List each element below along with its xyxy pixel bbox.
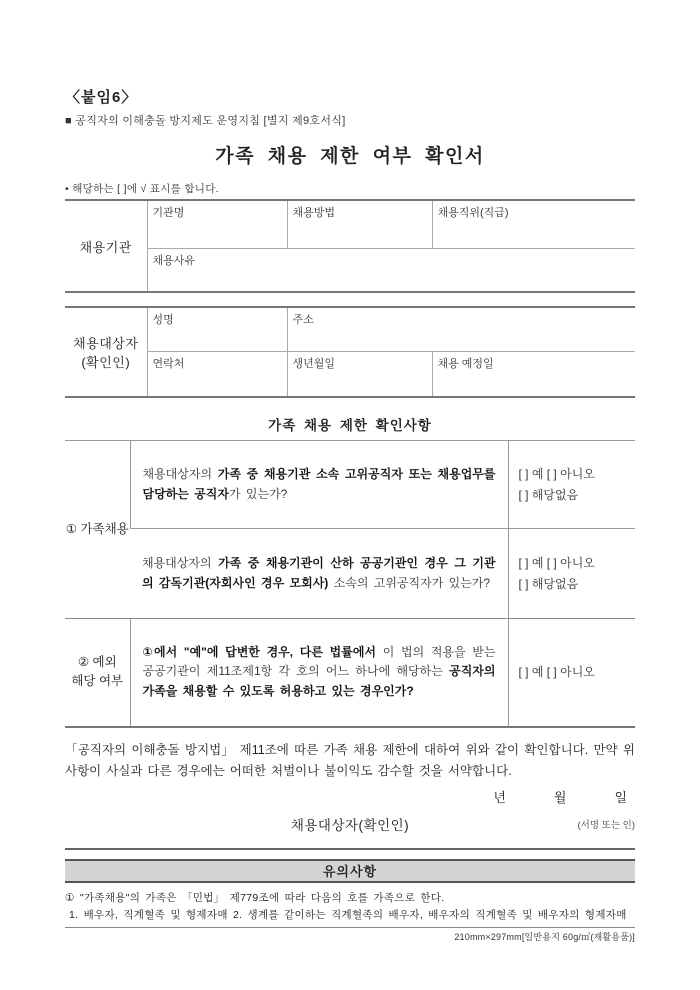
notice-end-rule — [65, 927, 635, 928]
candidate-contact-field[interactable] — [147, 351, 287, 397]
candidate-birth-field[interactable] — [287, 351, 432, 397]
signer-row — [65, 814, 635, 834]
date-year-label[interactable]: 년 — [493, 790, 506, 806]
candidate-address-label: 주소 — [292, 314, 314, 326]
agency-name-label: 기관명 — [152, 207, 185, 219]
candidate-address-field[interactable] — [287, 307, 635, 351]
candidate-row-label-line2: (확인인) — [81, 355, 131, 370]
question-3-answers — [508, 619, 635, 727]
question-3-answer-yes-no[interactable]: [ ] 예 [ ] 아니오 — [518, 665, 595, 680]
notice-title-bar: 유의사항 — [65, 859, 635, 883]
hiring-method-label: 채용방법 — [292, 207, 336, 219]
checklist-table — [65, 440, 635, 728]
hiring-reason-label: 채용사유 — [152, 254, 196, 267]
paper-spec-note: 210mm×297mm[일반용지 60g/㎡(재활용품)] — [454, 931, 635, 942]
attachment-label: 〈붙임6〉 — [65, 89, 138, 106]
candidate-expected-date-field[interactable] — [432, 351, 635, 397]
page-title: 가족 채용 제한 여부 확인서 — [215, 146, 485, 167]
hiring-agency-table — [65, 199, 635, 293]
notice-item-1: ① "가족채용"의 가족은 「민법」 제779조에 따라 다음의 호를 가족으로 한다. — [65, 892, 445, 905]
hiring-method-field[interactable] — [287, 200, 432, 248]
candidate-name-field[interactable] — [147, 307, 287, 351]
candidate-name-label: 성명 — [152, 314, 174, 326]
checklist-section-title: 가족 채용 제한 확인사항 — [268, 418, 432, 433]
candidate-table — [65, 306, 635, 398]
question-2-answers — [508, 529, 635, 619]
question-1-answer-yes-no[interactable]: [ ] 예 [ ] 아니오 — [518, 467, 595, 482]
declaration-text: 「공직자의 이해충돌 방지법」 제11조에 따른 가족 채용 제한에 대하여 위와 같이 확인합니다. 만약 위 사항이 사실과 다른 경우에는 어떠한 처벌이나 불이익도 감수할 것을 서약합니다. — [65, 742, 635, 779]
date-month-label[interactable]: 월 — [553, 790, 567, 806]
section2-label — [65, 619, 130, 727]
candidate-row-label — [65, 307, 147, 397]
date-row — [65, 787, 635, 806]
check-instruction: • 해당하는 [ ]에 √ 표시를 합니다. — [65, 183, 219, 195]
agency-name-field[interactable] — [147, 200, 287, 248]
question-1-answer-na[interactable]: [ ] 해당없음 — [518, 487, 579, 502]
hiring-reason-field[interactable] — [147, 248, 635, 292]
notice-items — [65, 890, 635, 924]
candidate-birth-label: 생년월일 — [292, 357, 336, 370]
candidate-contact-label: 연락처 — [152, 357, 185, 370]
sign-note: (서명 또는 인) — [577, 820, 635, 832]
section1-label: ① 가족채용 — [65, 521, 129, 536]
candidate-expected-date-label: 채용 예정일 — [437, 357, 494, 370]
guideline-note: ■ 공직자의 이해충돌 방지제도 운영지침 [별지 제9호서식] — [65, 115, 346, 127]
signer-label: 채용대상자(확인인) — [290, 818, 410, 834]
candidate-row-label-line1: 채용대상자 — [73, 336, 139, 351]
position-label: 채용직위(직급) — [437, 207, 509, 219]
hiring-agency-row-label: 채용기관 — [65, 200, 147, 292]
section2-label-line1: ② 예외 — [77, 654, 117, 669]
question-1-answers — [508, 441, 635, 529]
question-2-answer-yes-no[interactable]: [ ] 예 [ ] 아니오 — [518, 556, 595, 571]
question-2-text: 채용대상자의 가족 중 채용기관이 산하 공공기관인 경우 그 기관의 감독기관(자회사인 경우 모회사) 소속의 고위공직자가 있는가? — [130, 529, 508, 619]
question-1-text: 채용대상자의 가족 중 채용기관 소속 고위공직자 또는 채용업무를 담당하는 공직자가 있는가? — [130, 441, 508, 529]
section2-label-line2: 해당 여부 — [71, 674, 124, 689]
date-day-label[interactable]: 일 — [614, 790, 627, 806]
content-end-rule — [65, 848, 635, 850]
question-2-answer-na[interactable]: [ ] 해당없음 — [518, 576, 579, 591]
position-field[interactable] — [432, 200, 635, 248]
notice-item-2: 1. 배우자, 직계혈족 및 형제자매 2. 생계를 같이하는 직계혈족의 배우자, 배우자의 직계혈족 및 배우자의 형제자매 — [69, 909, 627, 922]
question-3-text: ①에서 "예"에 답변한 경우, 다른 법률에서 이 법의 적용을 받는 공공기관이 제11조제1항 각 호의 어느 하나에 해당하는 공직자의 가족을 채용할 수 있도록 허용하고 있는 경우인가? — [130, 619, 508, 727]
